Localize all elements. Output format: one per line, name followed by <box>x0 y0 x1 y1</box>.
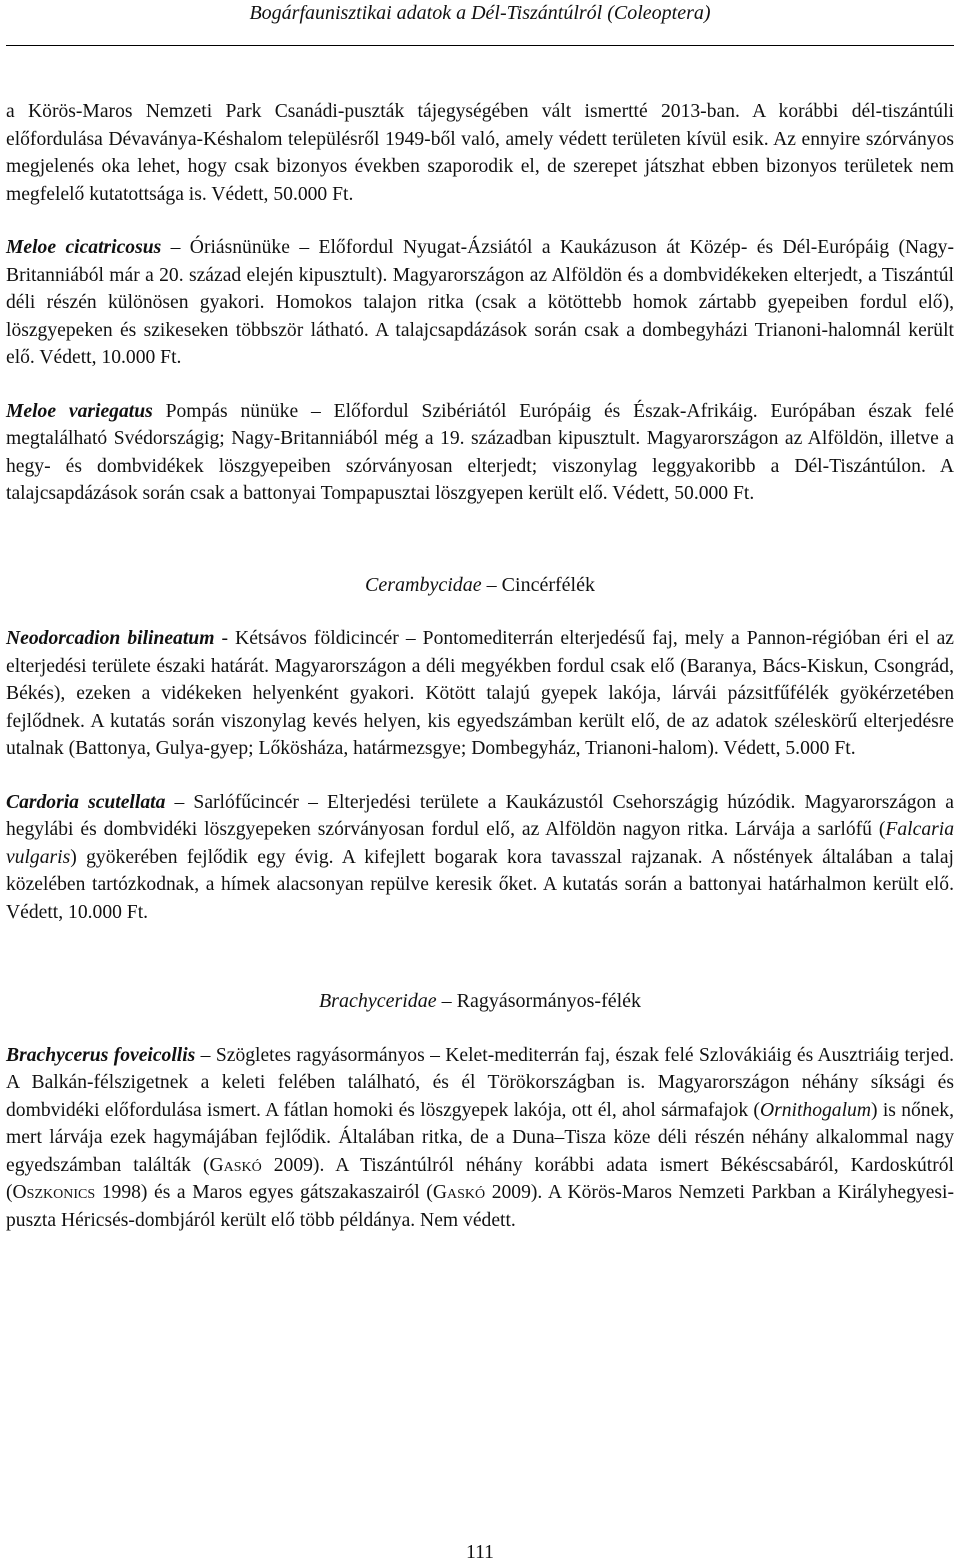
species-name: Neodorcadion bilineatum <box>6 628 215 649</box>
species-entry-neodorcadion-bilineatum <box>6 625 954 763</box>
family-latin-name: Brachyceridae <box>318 990 437 1012</box>
species-name: Meloe variegatus <box>6 400 153 422</box>
species-text: – Óriásnünüke – Előfordul Nyugat-Ázsiától a Kaukázuson át Közép- és Dél-Európáig (Nagy-Britanniából már a 20. század elején kipusztult). Magyarországon az Alföldön és a dombvidékeken elterjedt, a Tiszántúl déli részén különösen gyakori. Homokos talajon ritka (csak a kötöttebb homok zártabb gyepeiben fordul elő), löszgyepeken és szikeseken többször látható. A talajcsapdázások során csak a dombegyházi Trianoni-halomnál került elő. Védett, 10.000 Ft. <box>6 237 954 368</box>
citation-author: Gaskó <box>209 1154 262 1176</box>
species-text: ) is nőnek, mert lárvája ezek hagymájában fejlődik. Általában ritka, de a Duna–Tisza köze déli részén néhány alkalommal nagy egyedszámban találták ( <box>6 1099 954 1176</box>
species-text: 1998) és a Maros egyes gátszakaszairól ( <box>95 1182 433 1203</box>
species-name: Cardoria scutellata <box>6 791 166 813</box>
species-name: Brachycerus foveicollis <box>6 1044 196 1066</box>
citation-author: Gaskó <box>432 1182 486 1203</box>
species-name: Meloe cicatricosus <box>6 237 162 258</box>
species-entry-meloe-cicatricosus <box>6 234 954 372</box>
plant-latin-name: Falcaria vulgaris <box>6 819 954 868</box>
citation-author: Oszkonics <box>12 1182 96 1203</box>
species-entry-cardoria-scutellata <box>6 789 954 927</box>
species-entry-brachycerus-foveicollis <box>6 1042 954 1235</box>
species-text: ) gyökerében fejlődik egy évig. A kifejlett bogarak kora tavasszal rajzanak. A nőstények általában a talaj közelében tartózkodnak, a hímek alacsonyan repülve keresik őket. A kutatás során a battonyai határhalmon került elő. Védett, 10.000 Ft. <box>6 846 954 923</box>
family-hungarian-name: – Ragyásormányos-félék <box>436 990 642 1012</box>
species-text: Pompás nünüke – Előfordul Szibériától Európáig és Észak-Afrikáig. Európában észak felé megtalálható Svédországig; Nagy-Britanniából még a 19. században kipusztult. Magyarországon az Alföldön, illetve a hegy- és dombvidékek löszgyepeiben szórványosan elterjedt; viszonylag leggyakoribb a Dél-Tiszántúlon. A talajcsapdázások során csak a battonyai Tompapusztai löszgyepen került elő. Védett, 50.000 Ft. <box>6 400 954 504</box>
intro-paragraph <box>6 98 954 208</box>
species-text: – Szögletes ragyásormányos – Kelet-mediterrán faj, észak felé Szlovákiáig és Ausztriáig terjed. A Balkán-félszigetnek a keleti felében található, és él Törökországban is. Magyarországon néhány síksági és dombvidéki előfordulása ismert. A fátlan homoki és löszgyepek lakója, ott él, ahol sármafajok ( <box>6 1044 954 1121</box>
species-text: 2009). A Körös-Maros Nemzeti Parkban a Királyhegyesi-puszta Héricsés-dombjáról került elő több példánya. Nem védett. <box>6 1182 954 1231</box>
family-latin-name: Cerambycidae <box>365 573 482 596</box>
species-text: 2009). A Tiszántúlról néhány korábbi adata ismert Békéscsabáról, Kardoskútról ( <box>6 1154 954 1203</box>
page-number: 111 <box>466 1542 494 1563</box>
running-header <box>6 0 954 46</box>
family-hungarian-name: – Cincérfélék <box>481 573 595 596</box>
page-footer <box>0 1540 960 1566</box>
genus-latin-name: Ornithogalum <box>759 1099 871 1121</box>
species-text: - Kétsávos földicincér – Pontomediterrán elterjedésű faj, mely a Pannon-régióban éri el az elterjedési területe északi határát. Magyarországon a déli megyékben fordul csak elő (Baranya, Bács-Kiskun, Csongrád, Békés), ezeken a vidékeken helyenként gyakori. Kötött talajú gyepek lakója, lárvái pázsitfűfélék gyökérzetében fejlődnek. A kutatás során viszonylag kevés helyen, kis egyedszámban került elő, de az adatok széleskörű elterjedésre utalnak (Battonya, Gulya-gyep; Lőkösháza, határmezsgye; Dombegyház, Trianoni-halom). Védett, 5.000 Ft. <box>6 628 954 759</box>
intro-text: a Körös-Maros Nemzeti Park Csanádi-puszták tájegységében vált ismertté 2013-ban. A korábbi dél-tiszántúli előfordulása Dévaványa-Késhalom településről 1949-ből való, amely védett területen kívül esik. Az ennyire szórványos megjelenés oka lehet, hogy csak bizonyos években szaporodik el, de szerepet játszhat ebben bizonyos területek nem megfelelő kutatottsága is. Védett, 50.000 Ft. <box>6 101 954 205</box>
species-entry-meloe-variegatus <box>6 398 954 508</box>
family-heading-cerambycidae <box>6 572 954 600</box>
header-title: Bogárfaunisztikai adatok a Dél-Tiszántúlról (Coleoptera) <box>249 2 711 24</box>
species-text: – Sarlófűcincér – Elterjedési területe a Kaukázustól Csehországig húzódik. Magyarországon a hegylábi és dombvidéki löszgyepeken szórványosan fordul elő, az Alföldön nagyon ritka. Lárvája a sarlófű ( <box>6 791 955 840</box>
page-body <box>6 98 954 1260</box>
family-heading-brachyceridae <box>6 988 954 1016</box>
